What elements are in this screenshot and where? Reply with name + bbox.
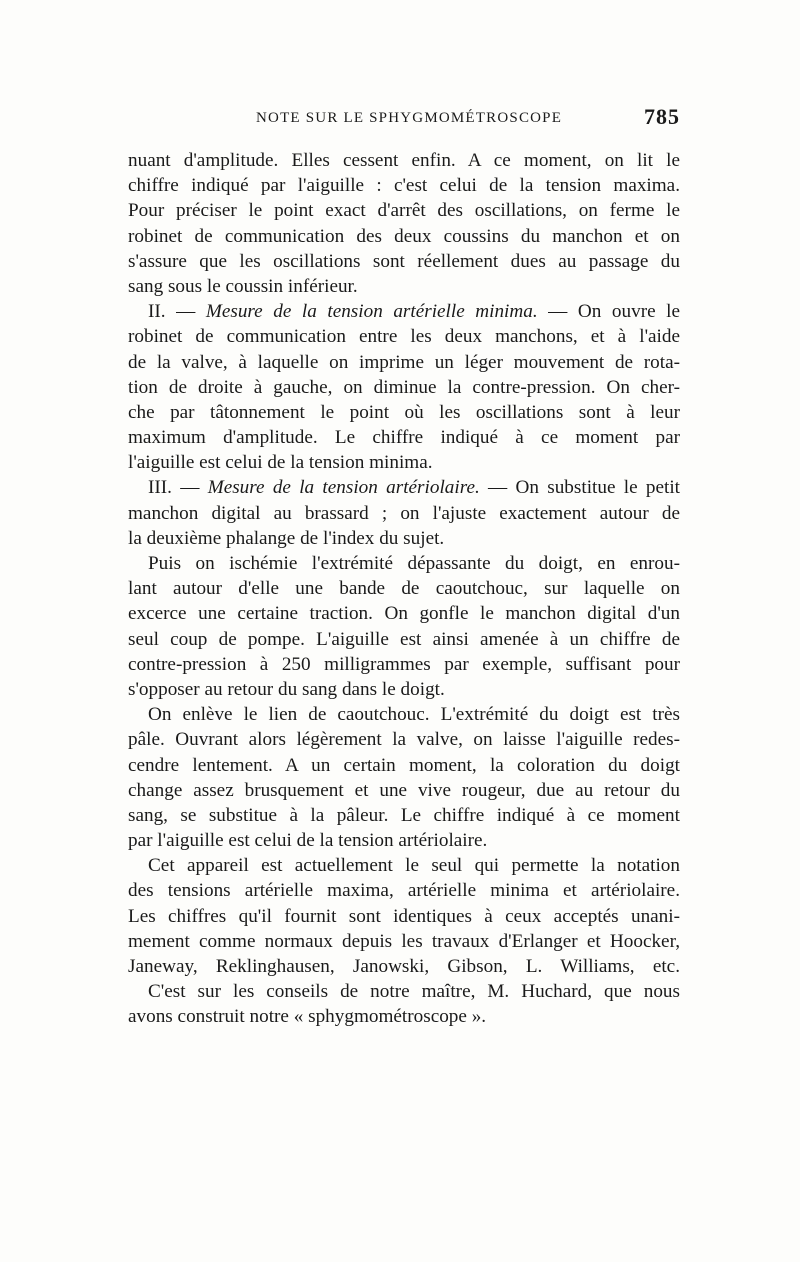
- section-heading-line: [128, 299, 680, 324]
- text-line: la deuxième phalange de l'index du sujet.: [128, 527, 445, 549]
- text-line: che par tâtonnement le point où les oscillations sont à leur: [128, 401, 680, 423]
- text-line: pâle. Ouvrant alors légèrement la valve, on laisse l'aiguille redes-: [128, 729, 680, 751]
- section-heading-rest: — On ouvre le: [537, 301, 680, 323]
- text-line: maximum d'amplitude. Le chiffre indiqué à ce moment par: [128, 427, 680, 449]
- section-title: Mesure de la tension artériolaire.: [207, 477, 480, 499]
- section-title: Mesure de la tension artérielle minima.: [205, 301, 538, 323]
- text-line: sang sous le coussin inférieur.: [128, 275, 358, 297]
- paragraph-continuation: [128, 148, 680, 299]
- text-line: contre-pression à 250 milligrammes par exemple, suffisant pour: [128, 653, 680, 675]
- text-line: des tensions artérielle maxima, artérielle minima et artériolaire.: [128, 880, 680, 902]
- text-line: Pour préciser le point exact d'arrêt des oscillations, on ferme le: [128, 200, 680, 222]
- page-body: [128, 148, 680, 1030]
- page-header: [128, 104, 680, 134]
- section-number: II. —: [148, 301, 206, 323]
- text-line: nuant d'amplitude. Elles cessent enfin. A ce moment, on lit le: [128, 150, 680, 171]
- text-line: robinet de communication des deux coussins du manchon et on: [128, 225, 680, 247]
- text-line: lant autour d'elle une bande de caoutchouc, sur laquelle on: [128, 578, 680, 600]
- section-heading-line: [128, 475, 680, 500]
- text-line: avons construit notre « sphygmométroscope ».: [128, 1006, 487, 1028]
- paragraph: [128, 853, 680, 979]
- text-line: tion de droite à gauche, on diminue la contre-pression. On cher-: [128, 376, 680, 398]
- text-line: Les chiffres qu'il fournit sont identiques à ceux acceptés unani-: [128, 905, 680, 927]
- text-line: par l'aiguille est celui de la tension artériolaire.: [128, 830, 488, 852]
- text-line: l'aiguille est celui de la tension minima.: [128, 452, 433, 474]
- section-number: III. —: [148, 477, 208, 499]
- text-line: On enlève le lien de caoutchouc. L'extrémité du doigt est très: [148, 704, 680, 726]
- paragraph: [128, 979, 680, 1029]
- text-line: robinet de communication entre les deux manchons, et à l'aide: [128, 326, 680, 348]
- text-line: s'opposer au retour du sang dans le doigt.: [128, 678, 445, 700]
- text-line: seul coup de pompe. L'aiguille est ainsi amenée à un chiffre de: [128, 628, 680, 650]
- text-line: Janeway, Reklinghausen, Janowski, Gibson, L. Williams, etc.: [128, 956, 680, 977]
- text-line: de la valve, à laquelle on imprime un léger mouvement de rota-: [128, 351, 680, 373]
- text-line: C'est sur les conseils de notre maître, M. Huchard, que nous: [148, 981, 680, 1003]
- text-line: mement comme normaux depuis les travaux d'Erlanger et Hoocker,: [128, 930, 680, 952]
- paragraph: [128, 702, 680, 853]
- text-line: chiffre indiqué par l'aiguille : c'est celui de la tension maxima.: [128, 175, 680, 197]
- page-number: 785: [644, 104, 680, 129]
- running-title: NOTE SUR LE SPHYGMOMÉTROSCOPE: [256, 110, 563, 126]
- text-line: cendre lentement. A un certain moment, la coloration du doigt: [128, 754, 680, 776]
- section-minima: [128, 299, 680, 475]
- text-line: sang, se substitue à la pâleur. Le chiffre indiqué à ce moment: [128, 804, 680, 826]
- text-line: Cet appareil est actuellement le seul qui permette la notation: [148, 855, 680, 877]
- section-arteriolaire: [128, 475, 680, 551]
- text-line: Puis on ischémie l'extrémité dépassante du doigt, en enrou-: [148, 553, 680, 574]
- section-heading-rest: — On substitue le petit: [479, 477, 680, 499]
- paragraph: [128, 551, 680, 702]
- text-line: excerce une certaine traction. On gonfle le manchon digital d'un: [128, 603, 680, 625]
- text-line: s'assure que les oscillations sont réellement dues au passage du: [128, 250, 680, 272]
- text-line: manchon digital au brassard ; on l'ajuste exactement autour de: [128, 502, 680, 524]
- text-line: change assez brusquement et une vive rougeur, due au retour du: [128, 779, 680, 801]
